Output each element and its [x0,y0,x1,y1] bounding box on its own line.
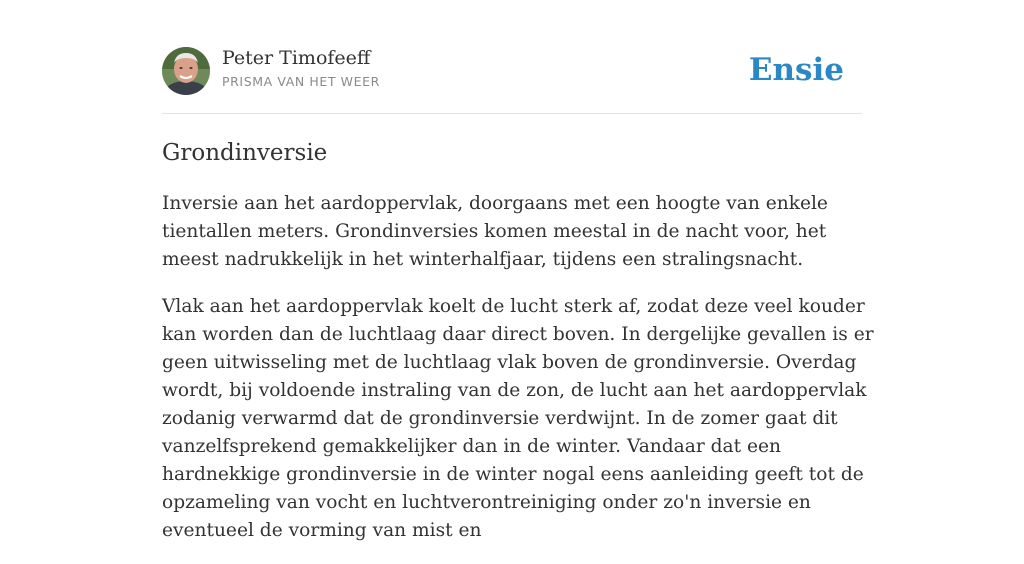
author-subtitle[interactable]: PRISMA VAN HET WEER [222,74,380,89]
header-divider [162,113,862,114]
author-name[interactable]: Peter Timofeeff [222,47,371,69]
article-body [162,190,874,564]
author-avatar[interactable] [162,47,210,95]
author-header [162,46,862,96]
page-title: Grondinversie [162,140,328,166]
paragraph: Vlak aan het aardoppervlak koelt de lucht sterk af, zodat deze veel kouder kan worden dan de luchtlaag daar direct boven. In dergelijke gevallen is er geen uitwisseling met de luchtlaag vlak boven de grondinversie. Overdag wordt, bij voldoende instraling van de zon, de lucht aan het aardoppervlak zodanig verwarmd dat de grondinversie verdwijnt. In de zomer gaat dit vanzelfsprekend gemakkelijker dan in de winter. Vandaar dat een hardnekkige grondinversie in de winter nogal eens aanleiding geeft tot de opzameling van vocht en luchtverontreiniging onder zo'n inversie en eventueel de vorming van mist en [162,296,874,541]
brand-logo[interactable]: Ensie [748,52,844,88]
paragraph: Inversie aan het aardoppervlak, doorgaans met een hoogte van enkele tientallen meters. Grondinversies komen meestal in de nacht voor, het meest nadrukkelijk in het winterhalfjaar, tijdens een stralingsnacht. [162,193,828,270]
avatar-photo [162,47,210,95]
